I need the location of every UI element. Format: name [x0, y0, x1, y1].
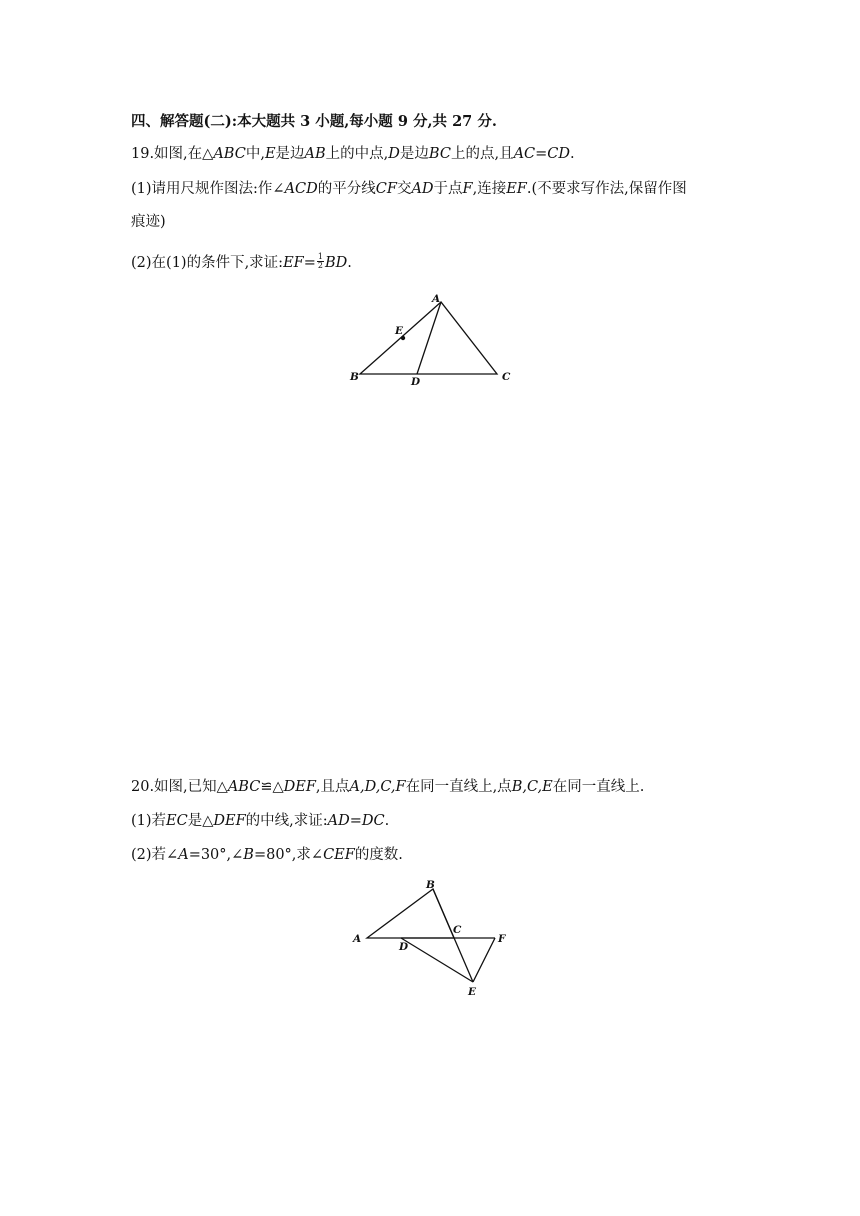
q19-part1-line2: 痕迹)	[131, 214, 166, 230]
label-f-2: F	[498, 933, 506, 945]
q19-stem: 19.如图,在△ABC中,E是边AB上的中点,D是边BC上的点,且AC=CD.	[131, 146, 575, 162]
label-e-2: E	[468, 986, 477, 998]
label-a: A	[432, 293, 441, 305]
segment-ef	[473, 938, 495, 982]
section-heading: 四、解答题(二):本大题共 3 小题,每小题 9 分,共 27 分.	[131, 113, 497, 130]
q19-part2: (2)在(1)的条件下,求证:EF= $\frac{1}{2}$ BD.	[131, 251, 352, 271]
q20-stem: 20.如图,已知△ABC≌△DEF,且点A,D,C,F在同一直线上,点B,C,E在同一直线上.	[131, 779, 645, 795]
q20-part1: (1)若EC是△DEF的中线,求证:AD=DC.	[131, 813, 390, 829]
fraction-one-half: $\frac{1}{2}$	[317, 251, 323, 270]
q20-triangles-figure	[345, 872, 525, 1002]
triangle-abc-2	[367, 889, 454, 938]
label-c-2: C	[453, 924, 462, 936]
segment-de	[401, 938, 473, 982]
label-e: E	[395, 325, 404, 337]
label-b: B	[350, 371, 359, 383]
q19-triangle-figure	[340, 288, 520, 388]
q19-part1-line1: (1)请用尺规作图法:作∠ACD的平分线CF交AD于点F,连接EF.(不要求写作法,保留作图	[131, 181, 687, 197]
label-a-2: A	[353, 933, 362, 945]
label-d-2: D	[399, 941, 409, 953]
label-d: D	[411, 376, 421, 388]
label-c: C	[502, 371, 511, 383]
label-b-2: B	[426, 879, 435, 891]
q20-part2: (2)若∠A=30°,∠B=80°,求∠CEF的度数.	[131, 847, 403, 863]
